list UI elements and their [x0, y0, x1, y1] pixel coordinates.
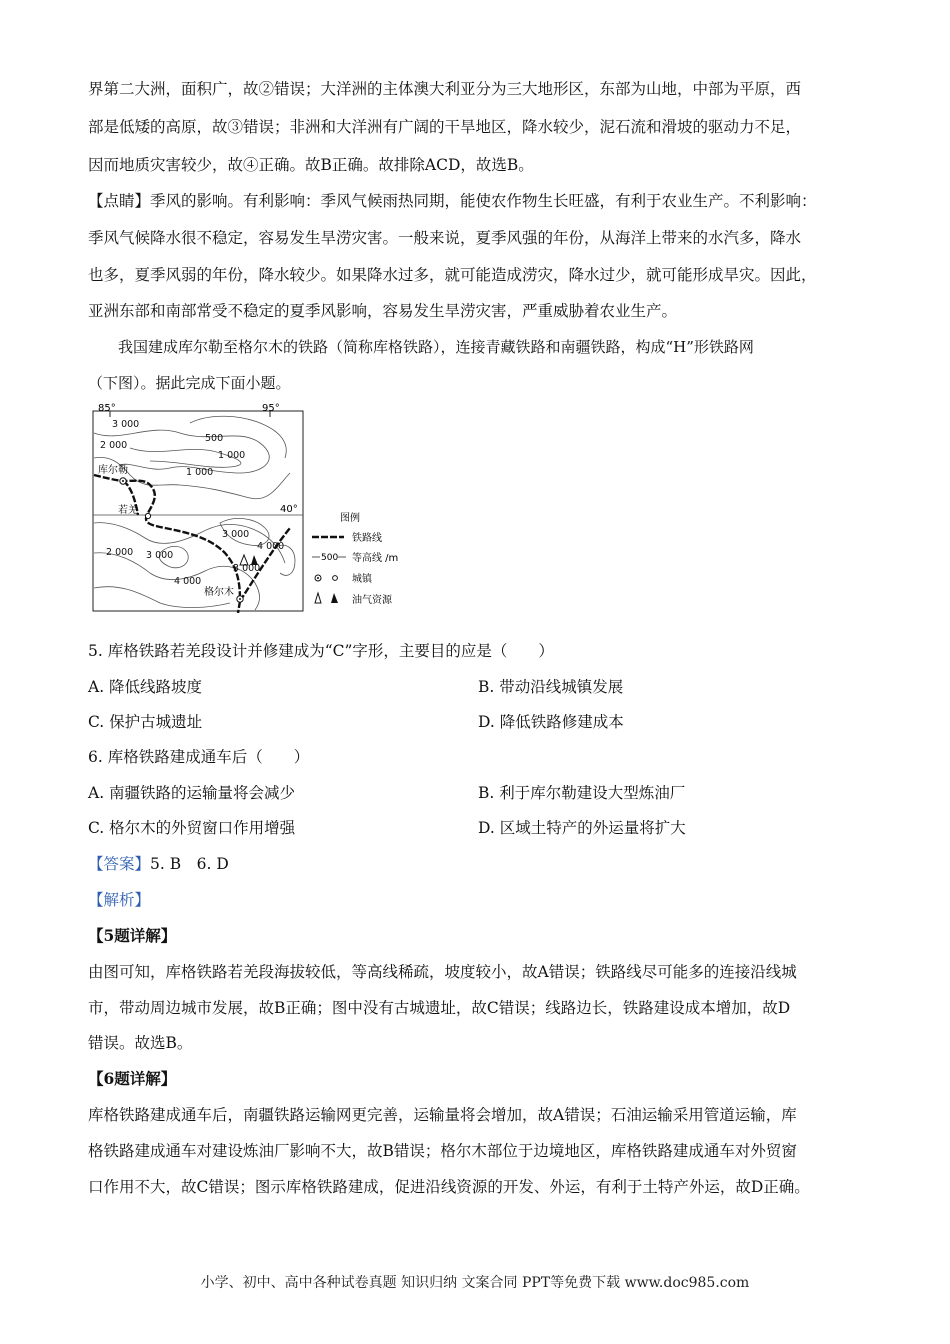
text-line: 【点睛】季风的影响。有利影响：季风气候雨热同期，能使农作物生长旺盛，有利于农业生产。不利影响： [88, 192, 817, 210]
svg-text:图例: 图例 [340, 513, 360, 524]
option-6b: B. 利于库尔勒建设大型炼油厂 [478, 784, 686, 802]
option-5d: D. 降低铁路修建成本 [478, 713, 624, 731]
svg-text:等高线 /m: 等高线 /m [352, 553, 399, 564]
svg-text:1 000: 1 000 [186, 467, 214, 478]
svg-text:500: 500 [321, 553, 339, 563]
text-line: 也多，夏季风弱的年份，降水较少。如果降水过多，就可能造成涝灾，降水过少，就可能形成旱灾。因此， [88, 266, 817, 284]
option-5c: C. 保护古城遗址 [88, 713, 203, 731]
material-intro-cont: （下图）。据此完成下面小题。 [88, 374, 291, 392]
detail-6-line: 口作用不大，故C错误；图示库格铁路建成，促进沿线资源的开发、外运，有利于土特产外运，故D正确。 [88, 1178, 810, 1196]
svg-text:500: 500 [205, 433, 224, 444]
option-5b: B. 带动沿线城镇发展 [478, 678, 624, 696]
svg-text:城镇: 城镇 [352, 574, 372, 585]
option-6a: A. 南疆铁路的运输量将会减少 [88, 784, 296, 802]
svg-text:油气资源: 油气资源 [352, 595, 392, 606]
svg-text:格尔木: 格尔木 [204, 587, 234, 598]
detail-6-line: 格铁路建成通车对建设炼油厂影响不大，故B错误；格尔木部位于边境地区，库格铁路建成通车对外贸窗 [88, 1142, 797, 1160]
map-legend [312, 511, 398, 606]
svg-text:铁路线: 铁路线 [352, 533, 382, 544]
option-6c: C. 格尔木的外贸窗口作用增强 [88, 819, 296, 837]
svg-text:2 000: 2 000 [106, 547, 134, 558]
analysis-tag: 【解析】 [88, 891, 151, 909]
detail-6-title: 【6题详解】 [88, 1069, 177, 1088]
svg-text:2 000: 2 000 [100, 440, 128, 451]
kuge-railway [94, 475, 240, 601]
railway-map [90, 403, 410, 613]
text-line: 因而地质灾害较少，故④正确。故B正确。故排除ACD，故选B。 [88, 156, 534, 174]
lon-label-left: 85° [98, 403, 116, 414]
page-footer: 小学、初中、高中各种试卷真题 知识归纳 文案合同 PPT等免费下载 www.doc985.com [200, 1275, 750, 1291]
town-golmud [204, 585, 243, 602]
lon-label-right: 95° [262, 403, 280, 414]
detail-5-title: 【5题详解】 [88, 926, 177, 945]
material-intro: 我国建成库尔勒至格尔木的铁路（简称库格铁路），连接青藏铁路和南疆铁路，构成“H”形铁路网 [118, 338, 754, 356]
town-korla [98, 463, 128, 484]
text-line: 界第二大洲，面积广，故②错误；大洋洲的主体澳大利亚分为三大地形区，东部为山地，中部为平原，西 [88, 80, 802, 98]
svg-text:4 000: 4 000 [174, 576, 202, 587]
answer-tag: 【答案】 [88, 855, 151, 873]
detail-5-line: 错误。故选B。 [88, 1034, 193, 1052]
question-6: 6. 库格铁路建成通车后（ ） [88, 748, 310, 766]
question-5: 5. 库格铁路若羌段设计并修建成为“C”字形，主要目的应是（ ） [88, 642, 554, 660]
svg-text:4 000: 4 000 [257, 541, 285, 552]
svg-text:库尔勒: 库尔勒 [98, 465, 128, 476]
detail-5-line: 市，带动周边城市发展，故B正确；图中没有古城遗址，故C错误；线路边长，铁路建设成本增加，故D [88, 999, 791, 1017]
svg-text:3 000: 3 000 [146, 550, 174, 561]
detail-6-line: 库格铁路建成通车后，南疆铁路运输网更完善，运输量将会增加，故A错误；石油运输采用管道运输，库 [88, 1106, 797, 1124]
svg-text:3 000: 3 000 [222, 529, 250, 540]
lat-label: 40° [280, 504, 298, 515]
svg-text:3 000: 3 000 [112, 419, 140, 430]
svg-text:1 000: 1 000 [218, 450, 246, 461]
answer-value: 5. B 6. D [150, 855, 229, 873]
town-ruoqiang [118, 503, 151, 519]
option-5a: A. 降低线路坡度 [88, 678, 203, 696]
detail-5-line: 由图可知，库格铁路若羌段海拔较低，等高线稀疏，坡度较小，故A错误；铁路线尽可能多的连接沿线城 [88, 963, 797, 981]
answer-line [88, 852, 229, 874]
svg-text:若羌: 若羌 [118, 505, 138, 516]
text-line: 亚洲东部和南部常受不稳定的夏季风影响，容易发生旱涝灾害，严重威胁着农业生产。 [88, 302, 678, 320]
svg-text:3 000: 3 000 [233, 563, 261, 574]
text-line: 部是低矮的高原，故③错误；非洲和大洋洲有广阔的干旱地区，降水较少，泥石流和滑坡的驱动力不足， [88, 118, 802, 136]
option-6d: D. 区域土特产的外运量将扩大 [478, 819, 686, 837]
text-line: 季风气候降水很不稳定，容易发生旱涝灾害。一般来说，夏季风强的年份，从海洋上带来的水汽多，降水 [88, 229, 802, 247]
